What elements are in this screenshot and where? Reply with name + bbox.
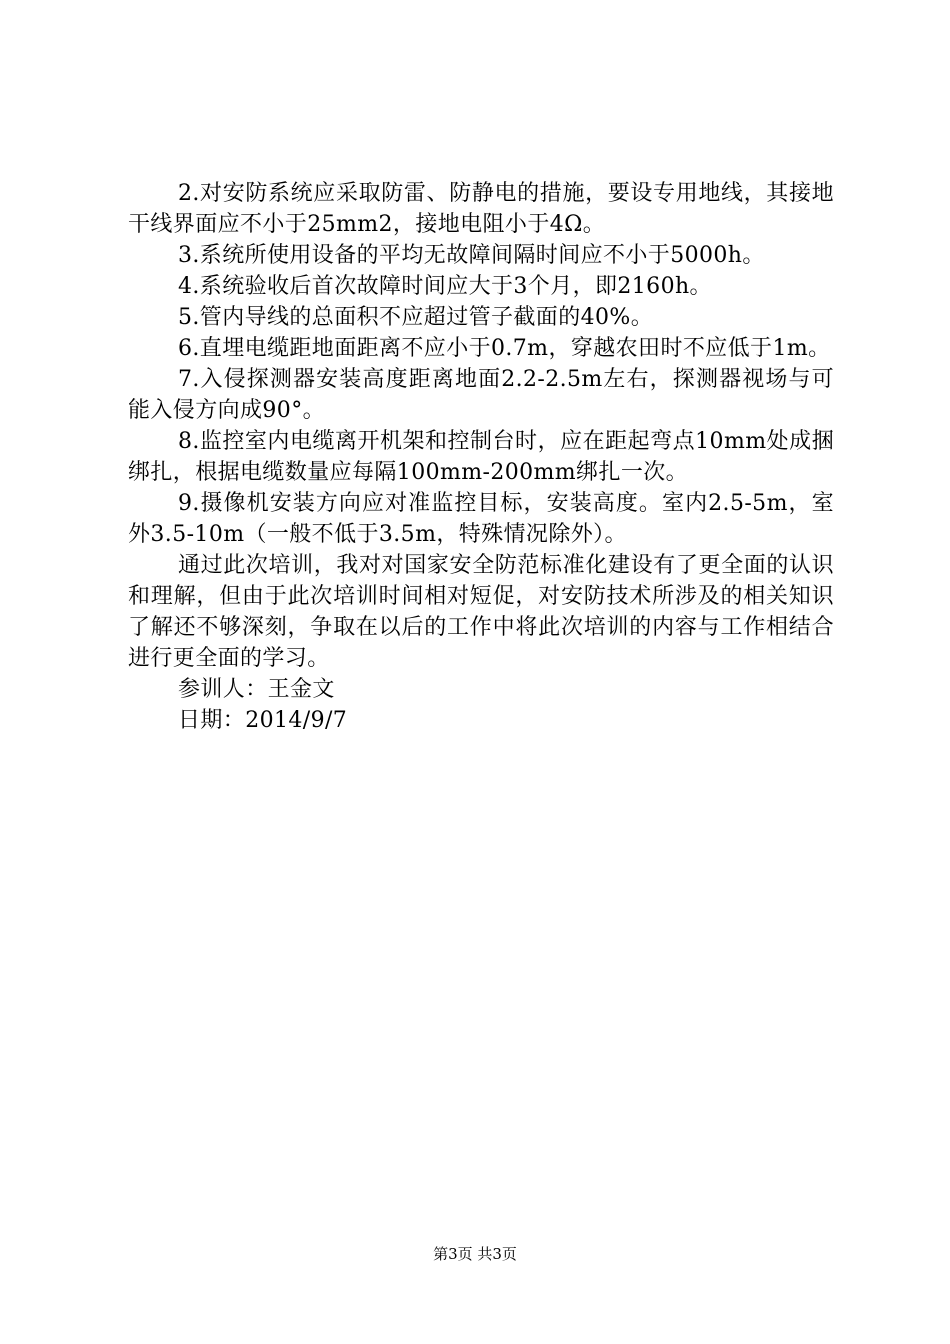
paragraph-conduit-area: 5.管内导线的总面积不应超过管子截面的40%。	[178, 305, 654, 330]
paragraph-mtbf: 3.系统所使用设备的平均无故障间隔时间应不小于5000h。	[178, 243, 765, 268]
document-date: 日期：2014/9/7	[178, 708, 348, 733]
document-body	[128, 178, 834, 736]
trainee-name: 参训人：王金文	[178, 677, 335, 702]
page-number-footer: 第3页 共3页	[433, 1245, 517, 1263]
paragraph-cable-binding: 8.监控室内电缆离开机架和控制台时，应在距起弯点10mm处成捆绑扎，根据电缆数量应每隔100mm-200mm绑扎一次。	[128, 429, 834, 485]
paragraph-first-failure: 4.系统验收后首次故障时间应大于3个月，即2160h。	[178, 274, 712, 299]
paragraph-camera-install: 9.摄像机安装方向应对准监控目标，安装高度。室内2.5-5m，室外3.5-10m（一般不低于3.5m，特殊情况除外）。	[128, 491, 834, 547]
paragraph-summary: 通过此次培训，我对对国家安全防范标准化建设有了更全面的认识和理解，但由于此次培训时间相对短促，对安防技术所涉及的相关知识了解还不够深刻，争取在以后的工作中将此次培训的内容与工作相结合进行更全面的学习。	[128, 553, 834, 671]
paragraph-intrusion-detector: 7.入侵探测器安装高度距离地面2.2-2.5m左右，探测器视场与可能入侵方向成90°。	[128, 367, 834, 423]
paragraph-buried-cable: 6.直埋电缆距地面距离不应小于0.7m，穿越农田时不应低于1m。	[178, 336, 831, 361]
paragraph-grounding: 2.对安防系统应采取防雷、防静电的措施，要设专用地线，其接地干线界面应不小于25mm2，接地电阻小于4Ω。	[128, 181, 834, 237]
